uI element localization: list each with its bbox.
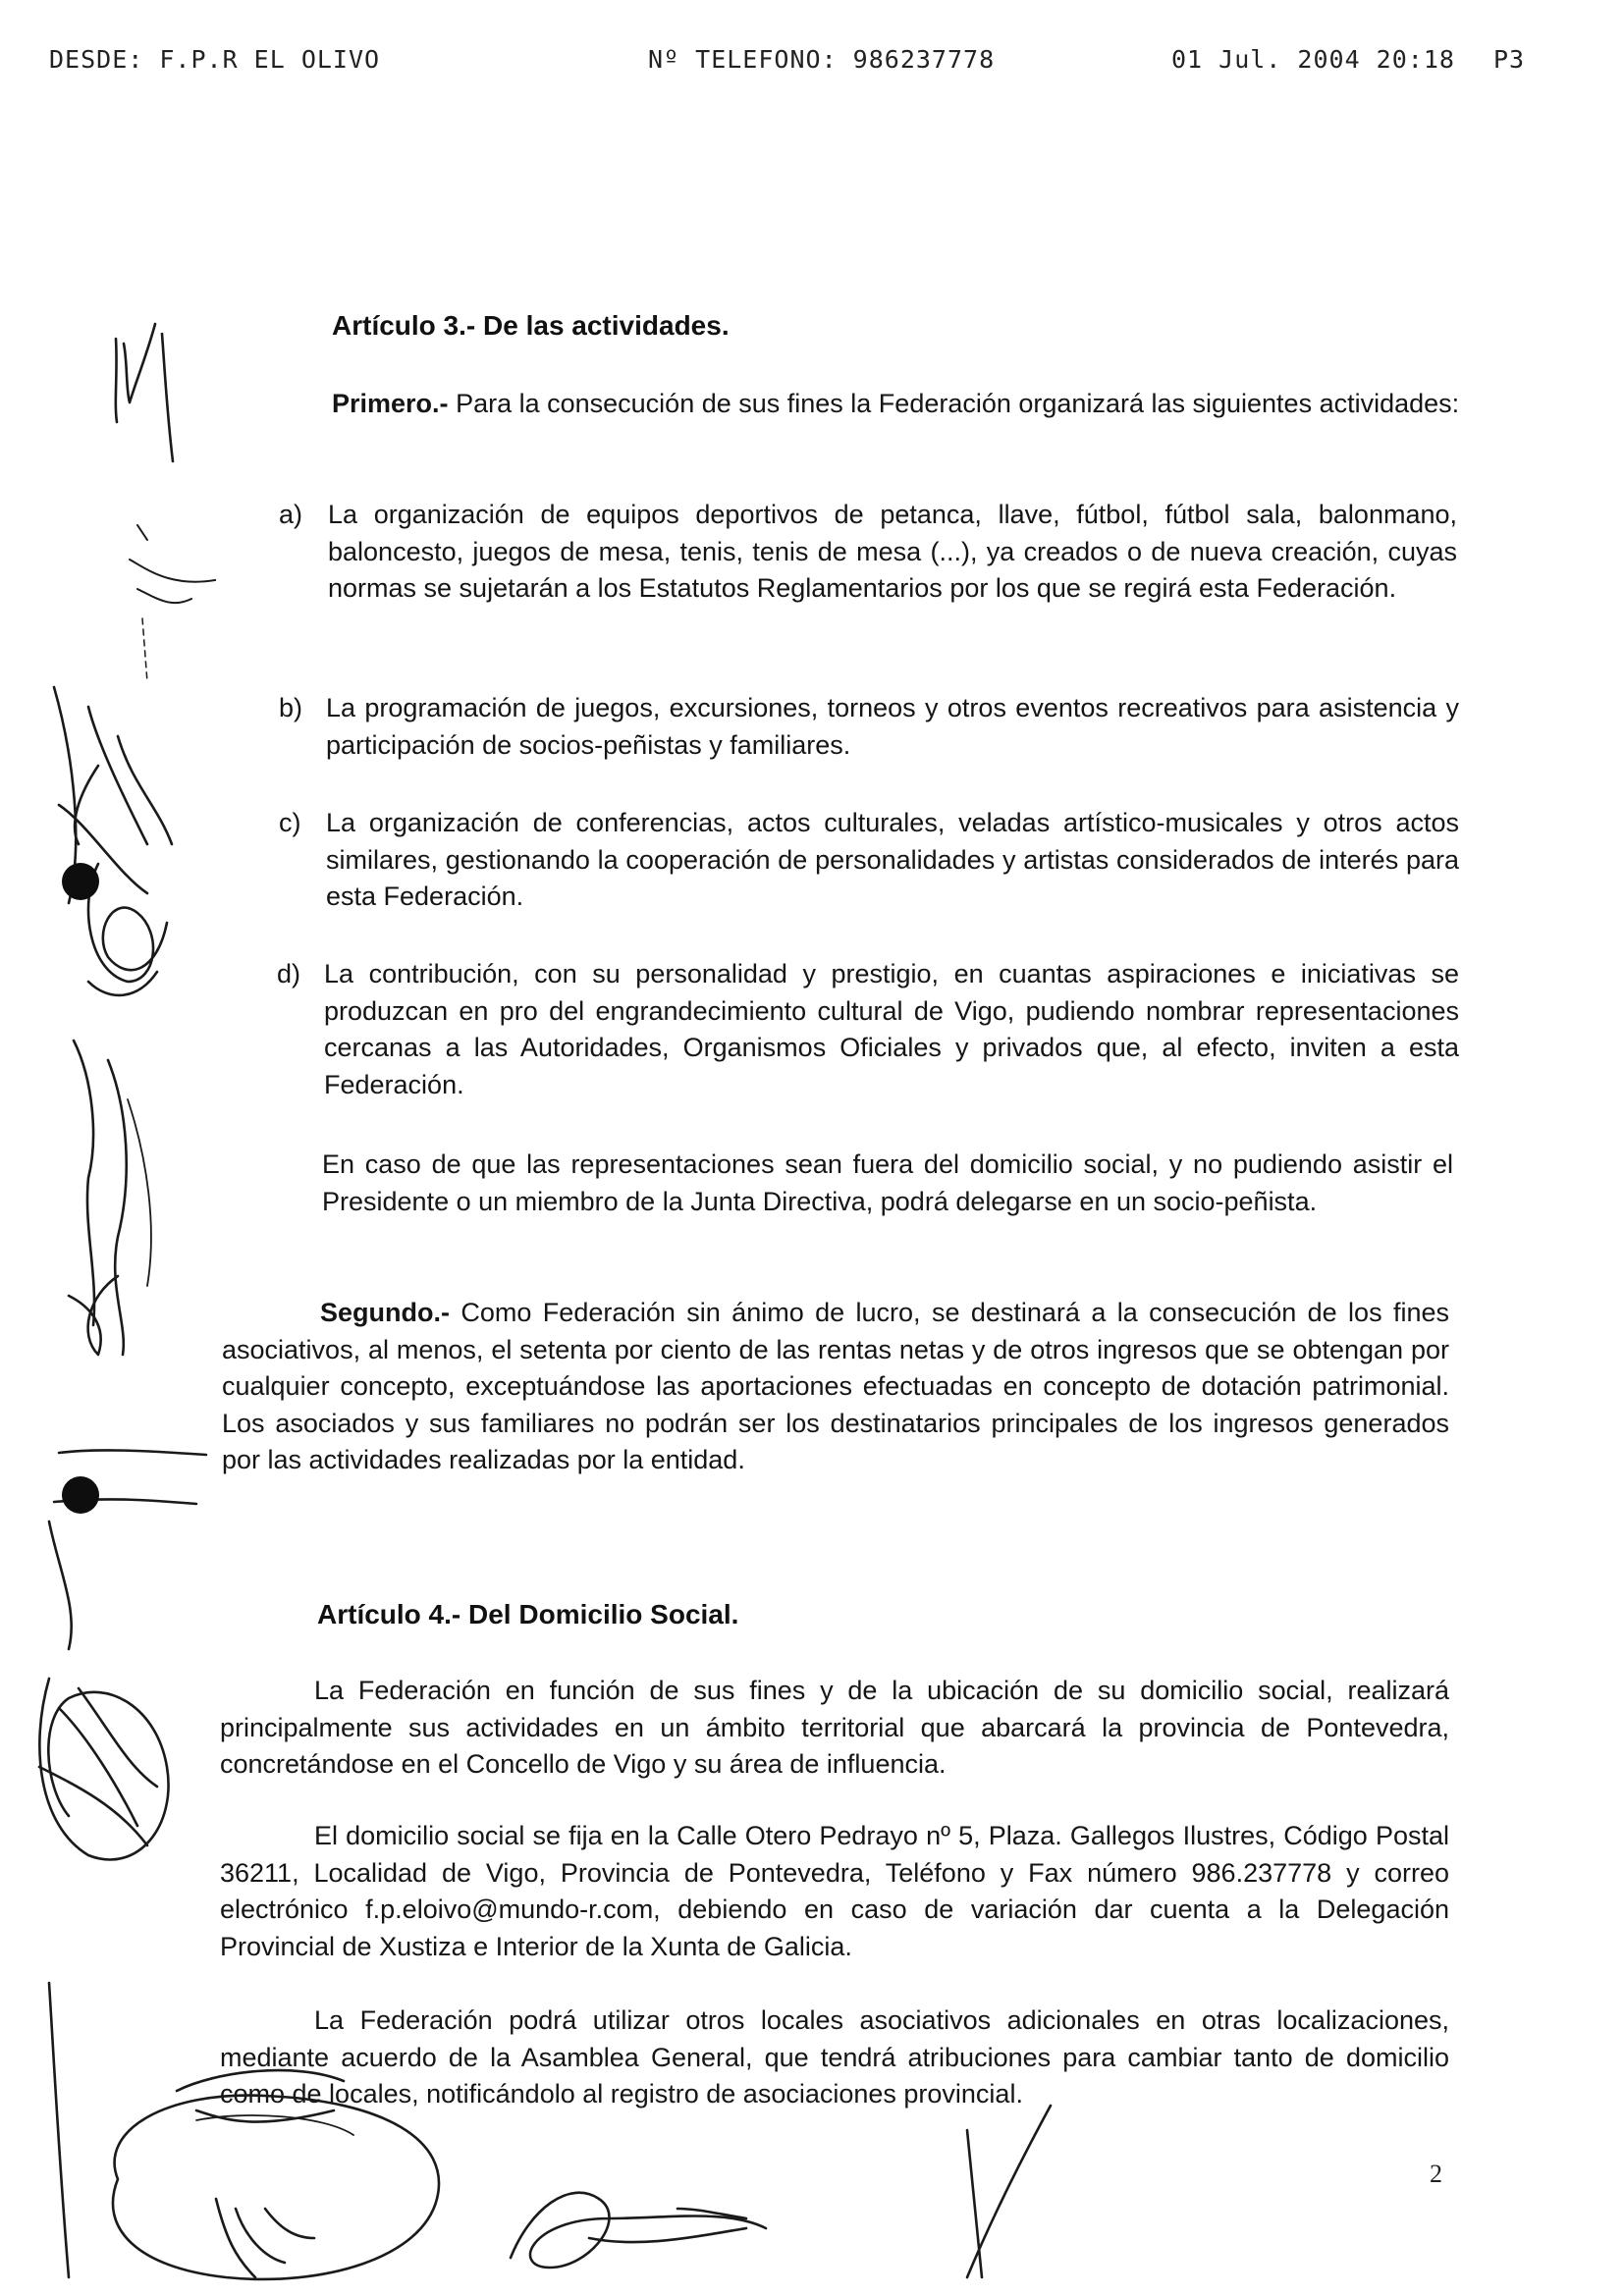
article-3-segundo bbox=[222, 1295, 1449, 1479]
list-letter: c) bbox=[279, 808, 301, 837]
margin-signatures-drawing bbox=[0, 294, 216, 2160]
fax-page: P3 bbox=[1493, 45, 1526, 74]
article-3-primero bbox=[228, 386, 1460, 423]
segundo-text: Como Federación sin ánimo de lucro, se destinará a la consecución de los fines asociativos, al menos, el setenta por ciento de las rentas netas y de otros ingresos que se obtengan por cualquier concepto, exceptuándose las aportaciones efectuadas en concepto de dotación patrimonial. Los asociados y sus familiares no podrán ser los destinatarios principales de los ingresos generados por las actividades realizadas por la entidad. bbox=[222, 1298, 1449, 1474]
article-4-paragraph-3: La Federación podrá utilizar otros locales asociativos adicionales en otras localizaciones, mediante acuerdo de la Asamblea General, que tendrá atribuciones para cambiar tanto de domicilio como de locales, notificándolo al registro de asociaciones provincial. bbox=[220, 2005, 1449, 2109]
list-item-c bbox=[279, 805, 1461, 923]
article-3-heading: Artículo 3.- De las actividades. bbox=[332, 310, 730, 341]
list-text: La organización de equipos deportivos de petanca, llave, fútbol, fútbol sala, balonmano, baloncesto, juegos de mesa, tenis, tenis de mesa (...), ya creados o de nueva creación, cuyas normas se sujetarán a los Estatutos Reglamentarios por los que se regirá esta Federación. bbox=[328, 500, 1457, 603]
list-item-b bbox=[279, 690, 1461, 769]
article-4-heading: Artículo 4.- Del Domicilio Social. bbox=[317, 1599, 739, 1629]
article-4-paragraph-1: La Federación en función de sus fines y de la ubicación de su domicilio social, realizará principalmente sus actividades en un ámbito territorial que abarcará la provincia de Pontevedra, concretándose en el Concello de Vigo y su área de influencia. bbox=[220, 1676, 1449, 1779]
list-text: La contribución, con su personalidad y prestigio, en cuantas aspiraciones e iniciativas se produzcan en pro del engrandecimiento cultural de Vigo, pudiendo nombrar representaciones cercanas a las Autoridades, Organismos Oficiales y privados que, al efecto, inviten a esta Federación. bbox=[324, 959, 1459, 1099]
list-text: La programación de juegos, excursiones, torneos y otros eventos recreativos para asistencia y participación de socios-peñistas y familiares. bbox=[326, 693, 1459, 760]
primero-text: Para la consecución de sus fines la Federación organizará las siguientes actividades: bbox=[456, 389, 1460, 418]
fax-date: 01 Jul. 2004 20:18 bbox=[1171, 45, 1455, 74]
representation-note: En caso de que las representaciones sean fuera del domicilio social, y no pudiendo asistir el Presidente o un miembro de la Junta Directiva, podrá delegarse en un socio-peñista. bbox=[322, 1149, 1453, 1216]
list-item-a bbox=[279, 497, 1461, 654]
list-letter: b) bbox=[279, 693, 303, 722]
list-letter: d) bbox=[277, 959, 301, 988]
list-item-d bbox=[277, 956, 1461, 1113]
list-letter: a) bbox=[279, 500, 303, 529]
bottom-signatures-drawing bbox=[0, 1963, 1178, 2296]
page-number: 2 bbox=[1430, 2160, 1442, 2188]
list-text: La organización de conferencias, actos culturales, veladas artístico-musicales y otros actos similares, gestionando la cooperación de personalidades y artistas considerados de interés para esta Federación. bbox=[326, 808, 1459, 911]
fax-sender: DESDE: F.P.R EL OLIVO bbox=[49, 45, 381, 74]
fax-phone: Nº TELEFONO: 986237778 bbox=[648, 45, 996, 74]
article-4-paragraph-2: El domicilio social se fija en la Calle Otero Pedrayo nº 5, Plaza. Gallegos Ilustres, Código Postal 36211, Localidad de Vigo, Provincia de Pontevedra, Teléfono y Fax número 986.237778 y correo electrónico f.p.eloivo@mundo-r.com, debiendo en caso de variación dar cuenta a la Delegación Provincial de Xustiza e Interior de la Xunta de Galicia. bbox=[220, 1821, 1449, 1961]
segundo-label: Segundo.- bbox=[320, 1298, 450, 1327]
primero-label: Primero.- bbox=[332, 389, 449, 418]
